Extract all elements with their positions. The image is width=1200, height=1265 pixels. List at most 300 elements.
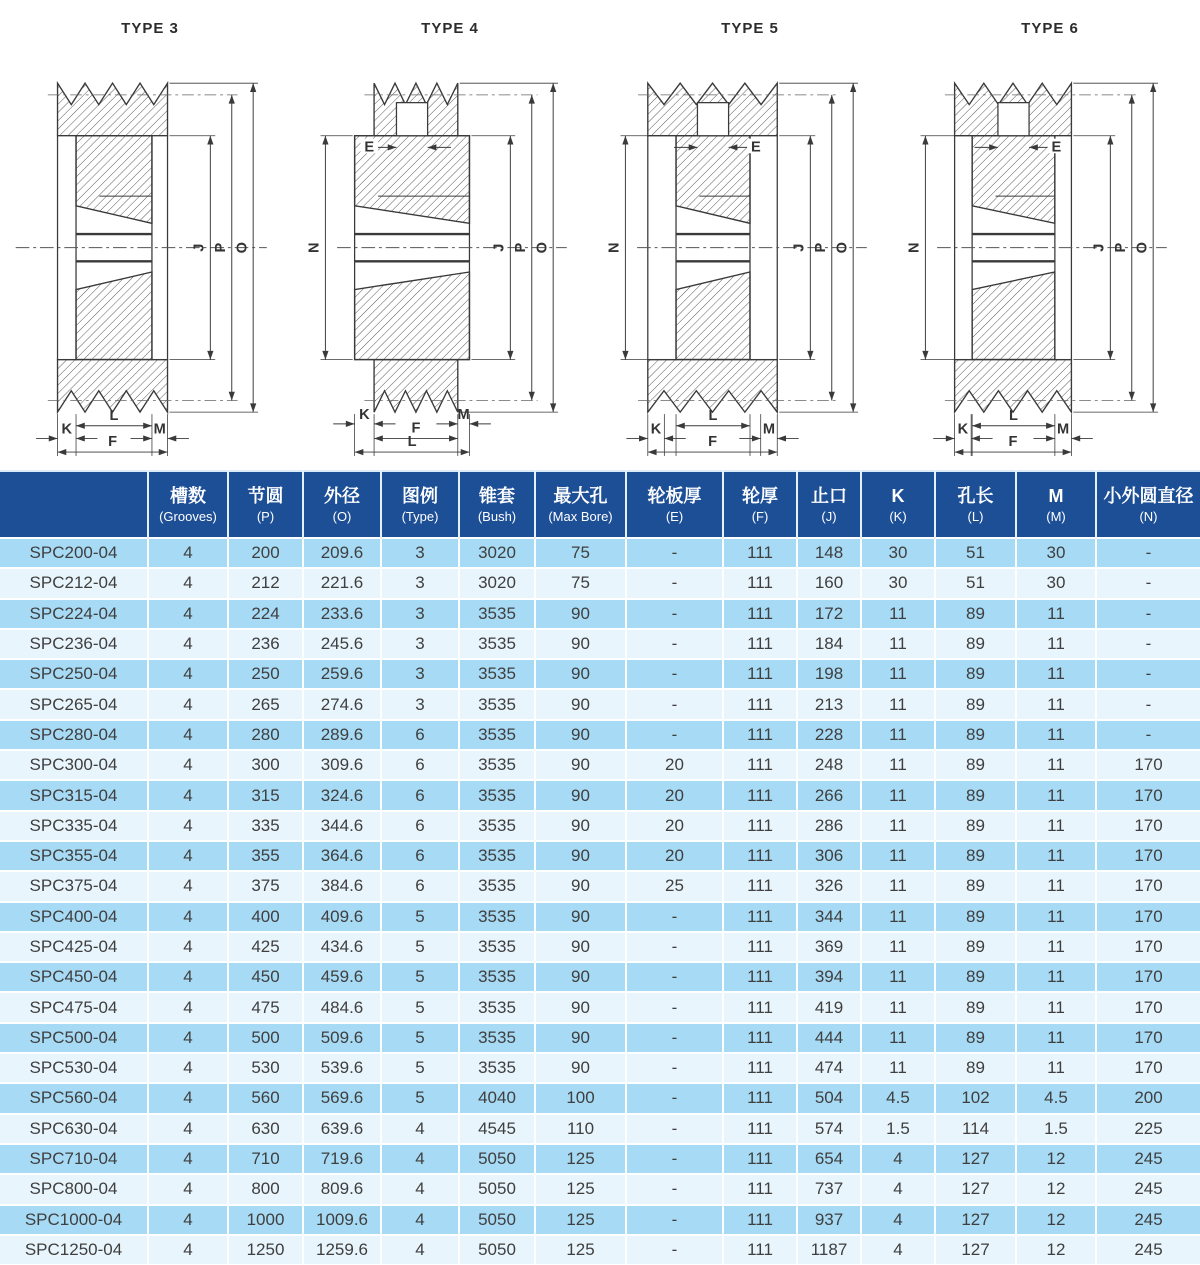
model-cell: SPC212-04 <box>0 568 148 598</box>
value-cell: 148 <box>797 538 861 568</box>
value-cell: - <box>626 599 723 629</box>
value-cell: 170 <box>1096 902 1200 932</box>
dim-label-L: L <box>708 407 718 424</box>
value-cell: 90 <box>535 780 626 810</box>
dim-label-F: F <box>1008 434 1018 451</box>
table-row <box>0 629 1200 659</box>
value-cell: 3 <box>381 538 459 568</box>
value-cell: - <box>1096 599 1200 629</box>
value-cell: 4 <box>148 962 228 992</box>
value-cell: 90 <box>535 841 626 871</box>
value-cell: 111 <box>723 689 797 719</box>
dim-label-P: P <box>1112 242 1129 253</box>
value-cell: 5050 <box>459 1205 535 1235</box>
value-cell: 248 <box>797 750 861 780</box>
pulley-drawing-type-3 <box>4 42 296 466</box>
value-cell: 809.6 <box>303 1174 381 1204</box>
value-cell: 224 <box>228 599 303 629</box>
header-label-en: (L) <box>967 508 984 524</box>
model-cell: SPC475-04 <box>0 992 148 1022</box>
dim-label-O: O <box>834 241 851 254</box>
value-cell: 90 <box>535 811 626 841</box>
value-cell: 11 <box>1016 780 1096 810</box>
value-cell: 4 <box>148 689 228 719</box>
value-cell: 11 <box>861 992 935 1022</box>
table-row <box>0 1144 1200 1174</box>
value-cell: 4 <box>861 1235 935 1264</box>
value-cell: 11 <box>861 659 935 689</box>
header-cell-13 <box>1096 471 1200 538</box>
value-cell: 170 <box>1096 750 1200 780</box>
header-label-zh: 图例 <box>402 486 438 507</box>
value-cell: 20 <box>626 780 723 810</box>
table-row <box>0 841 1200 871</box>
value-cell: 4 <box>861 1205 935 1235</box>
value-cell: 4 <box>148 1174 228 1204</box>
value-cell: 3535 <box>459 841 535 871</box>
value-cell: 111 <box>723 1174 797 1204</box>
value-cell: - <box>626 992 723 1022</box>
value-cell: 5 <box>381 932 459 962</box>
value-cell: 530 <box>228 1053 303 1083</box>
dim-label-M: M <box>1057 421 1070 438</box>
value-cell: 369 <box>797 932 861 962</box>
value-cell: 90 <box>535 689 626 719</box>
value-cell: 102 <box>935 1083 1016 1113</box>
header-label-en: (F) <box>751 508 769 524</box>
pulley-figure-type-3 <box>0 0 300 470</box>
header-cell-7 <box>626 471 723 538</box>
value-cell: 125 <box>535 1174 626 1204</box>
value-cell: 51 <box>935 538 1016 568</box>
value-cell: 11 <box>1016 902 1096 932</box>
header-label-zh: M <box>1048 486 1064 507</box>
value-cell: 1259.6 <box>303 1235 381 1264</box>
value-cell: 5 <box>381 1023 459 1053</box>
value-cell: 4 <box>381 1174 459 1204</box>
value-cell: 344 <box>797 902 861 932</box>
model-cell: SPC224-04 <box>0 599 148 629</box>
value-cell: 4.5 <box>861 1083 935 1113</box>
value-cell: 4 <box>861 1144 935 1174</box>
value-cell: 5050 <box>459 1174 535 1204</box>
value-cell: 111 <box>723 659 797 689</box>
value-cell: 245 <box>1096 1205 1200 1235</box>
value-cell: 1.5 <box>1016 1114 1096 1144</box>
value-cell: 574 <box>797 1114 861 1144</box>
value-cell: 4040 <box>459 1083 535 1113</box>
pulley-drawing-type-4 <box>304 42 596 466</box>
header-label-zh: 轮板厚 <box>647 486 702 507</box>
value-cell: 4 <box>381 1205 459 1235</box>
table-row <box>0 1174 1200 1204</box>
header-cell-0 <box>0 471 148 538</box>
value-cell: 5 <box>381 962 459 992</box>
value-cell: 6 <box>381 750 459 780</box>
dim-label-K: K <box>957 421 969 438</box>
value-cell: 11 <box>1016 720 1096 750</box>
value-cell: - <box>626 1023 723 1053</box>
model-cell: SPC280-04 <box>0 720 148 750</box>
value-cell: 630 <box>228 1114 303 1144</box>
pulley-body <box>937 83 1167 412</box>
dim-label-P: P <box>512 242 529 253</box>
pulley-figure-type-5 <box>600 0 900 470</box>
value-cell: 306 <box>797 841 861 871</box>
value-cell: 11 <box>1016 841 1096 871</box>
table-row <box>0 871 1200 901</box>
value-cell: 236 <box>228 629 303 659</box>
value-cell: 12 <box>1016 1205 1096 1235</box>
value-cell: 90 <box>535 871 626 901</box>
value-cell: 111 <box>723 811 797 841</box>
value-cell: 4 <box>148 811 228 841</box>
value-cell: 3535 <box>459 811 535 841</box>
header-cell-1 <box>148 471 228 538</box>
value-cell: 4 <box>148 1144 228 1174</box>
value-cell: 315 <box>228 780 303 810</box>
pulley-figure-type-6 <box>900 0 1200 470</box>
value-cell: 800 <box>228 1174 303 1204</box>
value-cell: 127 <box>935 1174 1016 1204</box>
value-cell: 286 <box>797 811 861 841</box>
value-cell: - <box>1096 538 1200 568</box>
table-row <box>0 689 1200 719</box>
value-cell: 1250 <box>228 1235 303 1264</box>
table-row <box>0 659 1200 689</box>
spec-table-head <box>0 471 1200 538</box>
value-cell: - <box>1096 568 1200 598</box>
dim-label-E: E <box>364 139 375 156</box>
value-cell: 200 <box>1096 1083 1200 1113</box>
value-cell: 11 <box>1016 750 1096 780</box>
header-label-en: (N) <box>1139 508 1158 524</box>
spec-table-body <box>0 538 1200 1264</box>
value-cell: 1.5 <box>861 1114 935 1144</box>
value-cell: 100 <box>535 1083 626 1113</box>
value-cell: 3535 <box>459 720 535 750</box>
value-cell: 5 <box>381 902 459 932</box>
header-cell-11 <box>935 471 1016 538</box>
value-cell: 4 <box>381 1114 459 1144</box>
value-cell: 937 <box>797 1205 861 1235</box>
header-label-en: (Type) <box>401 508 439 524</box>
value-cell: 90 <box>535 629 626 659</box>
value-cell: 11 <box>861 932 935 962</box>
value-cell: 3535 <box>459 902 535 932</box>
value-cell: 4 <box>148 871 228 901</box>
value-cell: 125 <box>535 1235 626 1264</box>
value-cell: 11 <box>1016 962 1096 992</box>
value-cell: 539.6 <box>303 1053 381 1083</box>
value-cell: 125 <box>535 1144 626 1174</box>
value-cell: 89 <box>935 629 1016 659</box>
value-cell: 11 <box>861 720 935 750</box>
value-cell: 20 <box>626 811 723 841</box>
value-cell: - <box>626 1174 723 1204</box>
value-cell: 11 <box>1016 932 1096 962</box>
value-cell: 394 <box>797 962 861 992</box>
dim-label-J: J <box>491 243 508 252</box>
value-cell: 3 <box>381 629 459 659</box>
value-cell: - <box>626 1144 723 1174</box>
value-cell: 509.6 <box>303 1023 381 1053</box>
value-cell: 89 <box>935 780 1016 810</box>
value-cell: 11 <box>861 871 935 901</box>
value-cell: 127 <box>935 1205 1016 1235</box>
value-cell: 364.6 <box>303 841 381 871</box>
value-cell: 30 <box>1016 538 1096 568</box>
value-cell: 245.6 <box>303 629 381 659</box>
value-cell: 111 <box>723 841 797 871</box>
dim-label-J: J <box>1091 243 1108 252</box>
value-cell: 3 <box>381 689 459 719</box>
value-cell: 504 <box>797 1083 861 1113</box>
value-cell: 654 <box>797 1144 861 1174</box>
value-cell: 5 <box>381 992 459 1022</box>
model-cell: SPC530-04 <box>0 1053 148 1083</box>
pulley-body <box>337 83 567 412</box>
value-cell: 1000 <box>228 1205 303 1235</box>
header-label-en: (P) <box>256 508 275 524</box>
header-label-zh: 锥套 <box>479 486 515 507</box>
dim-label-N: N <box>906 242 923 253</box>
value-cell: 344.6 <box>303 811 381 841</box>
figure-title-type-6: TYPE 6 <box>1021 20 1079 37</box>
dim-label-M: M <box>762 421 776 438</box>
value-cell: 245 <box>1096 1235 1200 1264</box>
header-cell-2 <box>228 471 303 538</box>
value-cell: 11 <box>861 841 935 871</box>
value-cell: 111 <box>723 750 797 780</box>
value-cell: 170 <box>1096 992 1200 1022</box>
value-cell: 1187 <box>797 1235 861 1264</box>
dim-label-K: K <box>359 406 370 423</box>
value-cell: 225 <box>1096 1114 1200 1144</box>
header-label-zh: 止口 <box>811 486 847 507</box>
dim-label-J: J <box>191 243 208 252</box>
value-cell: 20 <box>626 841 723 871</box>
pulley-figure-type-4 <box>300 0 600 470</box>
value-cell: 6 <box>381 871 459 901</box>
value-cell: 111 <box>723 932 797 962</box>
value-cell: 4.5 <box>1016 1083 1096 1113</box>
value-cell: 89 <box>935 811 1016 841</box>
dim-label-K: K <box>650 421 662 438</box>
dim-label-F: F <box>411 420 421 437</box>
value-cell: 11 <box>1016 629 1096 659</box>
value-cell: 245 <box>1096 1144 1200 1174</box>
dim-label-N: N <box>306 242 323 253</box>
value-cell: 6 <box>381 811 459 841</box>
value-cell: 11 <box>861 902 935 932</box>
table-row <box>0 1053 1200 1083</box>
value-cell: 89 <box>935 599 1016 629</box>
table-row <box>0 780 1200 810</box>
value-cell: - <box>626 1053 723 1083</box>
value-cell: 324.6 <box>303 780 381 810</box>
value-cell: 111 <box>723 599 797 629</box>
value-cell: 4 <box>148 992 228 1022</box>
value-cell: 4 <box>148 841 228 871</box>
value-cell: 90 <box>535 750 626 780</box>
value-cell: - <box>626 1083 723 1113</box>
value-cell: 20 <box>626 750 723 780</box>
value-cell: 127 <box>935 1235 1016 1264</box>
header-cell-5 <box>459 471 535 538</box>
dim-label-P: P <box>812 242 829 253</box>
value-cell: 233.6 <box>303 599 381 629</box>
header-cell-8 <box>723 471 797 538</box>
value-cell: 75 <box>535 568 626 598</box>
value-cell: 11 <box>861 780 935 810</box>
value-cell: 5 <box>381 1083 459 1113</box>
value-cell: 89 <box>935 932 1016 962</box>
value-cell: 289.6 <box>303 720 381 750</box>
value-cell: 710 <box>228 1144 303 1174</box>
value-cell: - <box>626 720 723 750</box>
value-cell: 89 <box>935 962 1016 992</box>
value-cell: 4 <box>148 932 228 962</box>
table-row <box>0 750 1200 780</box>
spec-table <box>0 470 1200 1264</box>
value-cell: - <box>626 538 723 568</box>
value-cell: 3535 <box>459 659 535 689</box>
value-cell: 409.6 <box>303 902 381 932</box>
value-cell: 375 <box>228 871 303 901</box>
value-cell: 111 <box>723 1144 797 1174</box>
dim-label-N: N <box>606 242 623 253</box>
value-cell: 89 <box>935 1053 1016 1083</box>
model-cell: SPC265-04 <box>0 689 148 719</box>
value-cell: 90 <box>535 902 626 932</box>
header-label-zh: 外径 <box>324 486 360 507</box>
header-label-en: (Grooves) <box>159 508 217 524</box>
value-cell: 160 <box>797 568 861 598</box>
value-cell: 4 <box>148 538 228 568</box>
value-cell: 4 <box>148 780 228 810</box>
value-cell: 111 <box>723 1083 797 1113</box>
value-cell: 560 <box>228 1083 303 1113</box>
value-cell: 89 <box>935 1023 1016 1053</box>
model-cell: SPC355-04 <box>0 841 148 871</box>
value-cell: 434.6 <box>303 932 381 962</box>
model-cell: SPC315-04 <box>0 780 148 810</box>
header-label-en: (E) <box>665 508 684 524</box>
table-row <box>0 962 1200 992</box>
value-cell: 170 <box>1096 962 1200 992</box>
value-cell: 11 <box>861 1053 935 1083</box>
value-cell: 111 <box>723 1205 797 1235</box>
value-cell: 111 <box>723 538 797 568</box>
value-cell: 3 <box>381 659 459 689</box>
value-cell: 184 <box>797 629 861 659</box>
pulley-drawing-type-5 <box>604 42 896 466</box>
value-cell: 4 <box>148 1023 228 1053</box>
value-cell: 11 <box>861 750 935 780</box>
value-cell: 250 <box>228 659 303 689</box>
header-label-en: (M) <box>1046 508 1066 524</box>
header-label-zh: 节圆 <box>247 486 284 507</box>
value-cell: 4 <box>148 750 228 780</box>
value-cell: - <box>626 689 723 719</box>
value-cell: 4 <box>381 1235 459 1264</box>
value-cell: 170 <box>1096 1023 1200 1053</box>
value-cell: 111 <box>723 1023 797 1053</box>
value-cell: 90 <box>535 659 626 689</box>
model-cell: SPC710-04 <box>0 1144 148 1174</box>
value-cell: 125 <box>535 1205 626 1235</box>
value-cell: 444 <box>797 1023 861 1053</box>
header-label-zh: 槽数 <box>170 486 206 507</box>
dim-label-E: E <box>1051 139 1062 156</box>
value-cell: 3 <box>381 599 459 629</box>
pulley-body <box>16 83 267 412</box>
value-cell: 719.6 <box>303 1144 381 1174</box>
value-cell: 111 <box>723 720 797 750</box>
value-cell: 3535 <box>459 962 535 992</box>
value-cell: 25 <box>626 871 723 901</box>
value-cell: 30 <box>861 538 935 568</box>
value-cell: 3 <box>381 568 459 598</box>
dim-label-F: F <box>108 434 117 451</box>
header-label-en: (J) <box>821 508 837 524</box>
value-cell: 221.6 <box>303 568 381 598</box>
value-cell: 111 <box>723 962 797 992</box>
value-cell: 11 <box>861 811 935 841</box>
figure-title-type-3: TYPE 3 <box>121 20 179 37</box>
table-row <box>0 1023 1200 1053</box>
value-cell: 89 <box>935 992 1016 1022</box>
value-cell: 5 <box>381 1053 459 1083</box>
value-cell: 200 <box>228 538 303 568</box>
value-cell: 11 <box>861 629 935 659</box>
table-row <box>0 1083 1200 1113</box>
value-cell: 11 <box>1016 1053 1096 1083</box>
table-row <box>0 538 1200 568</box>
table-row <box>0 811 1200 841</box>
value-cell: 127 <box>935 1144 1016 1174</box>
value-cell: 3020 <box>459 538 535 568</box>
value-cell: 11 <box>1016 811 1096 841</box>
value-cell: 90 <box>535 1023 626 1053</box>
value-cell: 11 <box>1016 659 1096 689</box>
value-cell: 12 <box>1016 1174 1096 1204</box>
value-cell: 4 <box>148 1083 228 1113</box>
model-cell: SPC200-04 <box>0 538 148 568</box>
value-cell: 114 <box>935 1114 1016 1144</box>
header-label-zh: 轮厚 <box>742 486 778 507</box>
value-cell: 309.6 <box>303 750 381 780</box>
table-row <box>0 599 1200 629</box>
value-cell: 111 <box>723 902 797 932</box>
value-cell: 4 <box>148 659 228 689</box>
value-cell: 6 <box>381 780 459 810</box>
value-cell: 89 <box>935 750 1016 780</box>
value-cell: 30 <box>1016 568 1096 598</box>
dim-label-L: L <box>1009 407 1018 424</box>
value-cell: 6 <box>381 841 459 871</box>
value-cell: 209.6 <box>303 538 381 568</box>
value-cell: 459.6 <box>303 962 381 992</box>
value-cell: 90 <box>535 962 626 992</box>
value-cell: 3020 <box>459 568 535 598</box>
value-cell: 300 <box>228 750 303 780</box>
value-cell: 89 <box>935 841 1016 871</box>
value-cell: 75 <box>535 538 626 568</box>
value-cell: 3535 <box>459 1053 535 1083</box>
value-cell: 111 <box>723 1053 797 1083</box>
